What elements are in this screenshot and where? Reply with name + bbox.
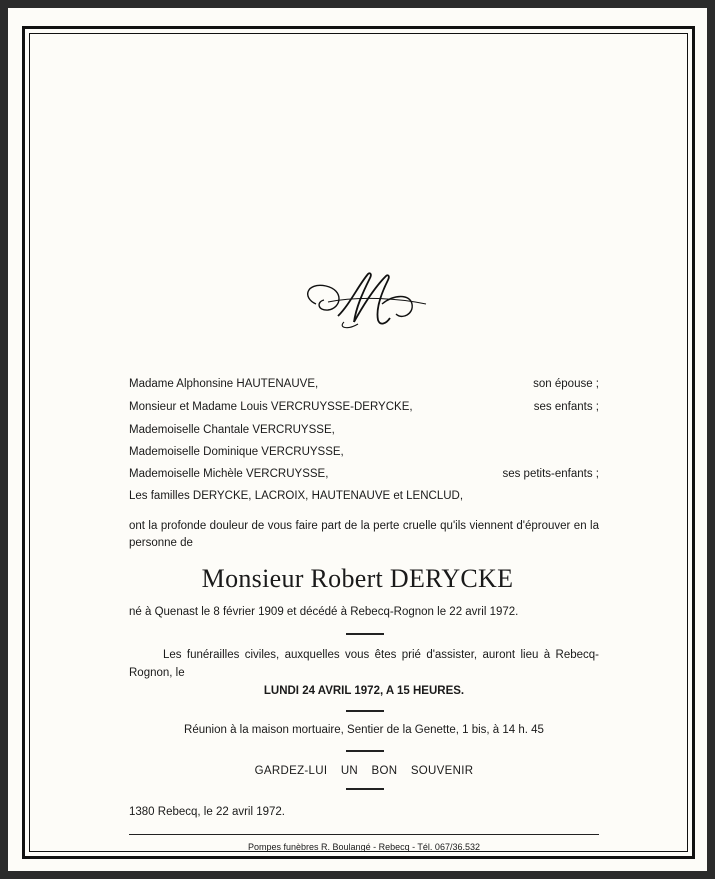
relative-name: Mademoiselle Dominique VERCRUYSSE, [129,446,344,458]
relative-line [129,400,599,414]
relative-role: ses enfants ; [533,401,599,413]
relative-name: Mademoiselle Michèle VERCRUYSSE, [129,468,329,480]
relative-role: ses petits-enfants ; [502,468,599,480]
funeral-notice-card [8,8,707,871]
intro-text: ont la profonde douleur de vous faire part de la perte cruelle qu'ils viennent d'éprouver en la personne de [129,520,599,549]
relative-line [129,377,599,391]
separator [346,633,384,635]
relative-line [129,467,599,481]
relative-line [129,489,599,503]
deceased-name: Monsieur Robert DERYCKE [201,564,514,593]
separator [346,788,384,790]
relative-name: Monsieur et Madame Louis VERCRUYSSE-DERYCKE, [129,401,413,413]
relative-role: son épouse ; [533,378,599,390]
relative-name: Madame Alphonsine HAUTENAUVE, [129,378,319,390]
remember-text: GARDEZ-LUI UN BON SOUVENIR [254,765,474,777]
relative-line [129,423,599,437]
monogram-ornament [298,264,438,336]
relative-name: Les familles DERYCKE, LACROIX, HAUTENAUVE et LENCLUD, [129,490,464,502]
birth-death-text: né à Quenast le 8 février 1909 et décédé à Rebecq-Rognon le 22 avril 1972. [129,606,519,618]
funeral-text: Les funérailles civiles, auxquelles vous êtes prié d'assister, auront lieu à Rebecq-Rognon, le [129,649,599,679]
footer-rule [129,834,599,835]
separator [346,710,384,712]
place-date: 1380 Rebecq, le 22 avril 1972. [129,806,285,818]
relative-name: Mademoiselle Chantale VERCRUYSSE, [129,424,335,436]
funeral-home-footer: Pompes funèbres R. Boulangé - Rebecq - Tél. 067/36.532 [248,842,480,852]
funeral-date: LUNDI 24 AVRIL 1972, A 15 HEURES. [263,685,465,697]
relative-line [129,445,599,459]
meeting-text: Réunion à la maison mortuaire, Sentier de la Genette, 1 bis, à 14 h. 45 [184,724,544,736]
separator [346,750,384,752]
